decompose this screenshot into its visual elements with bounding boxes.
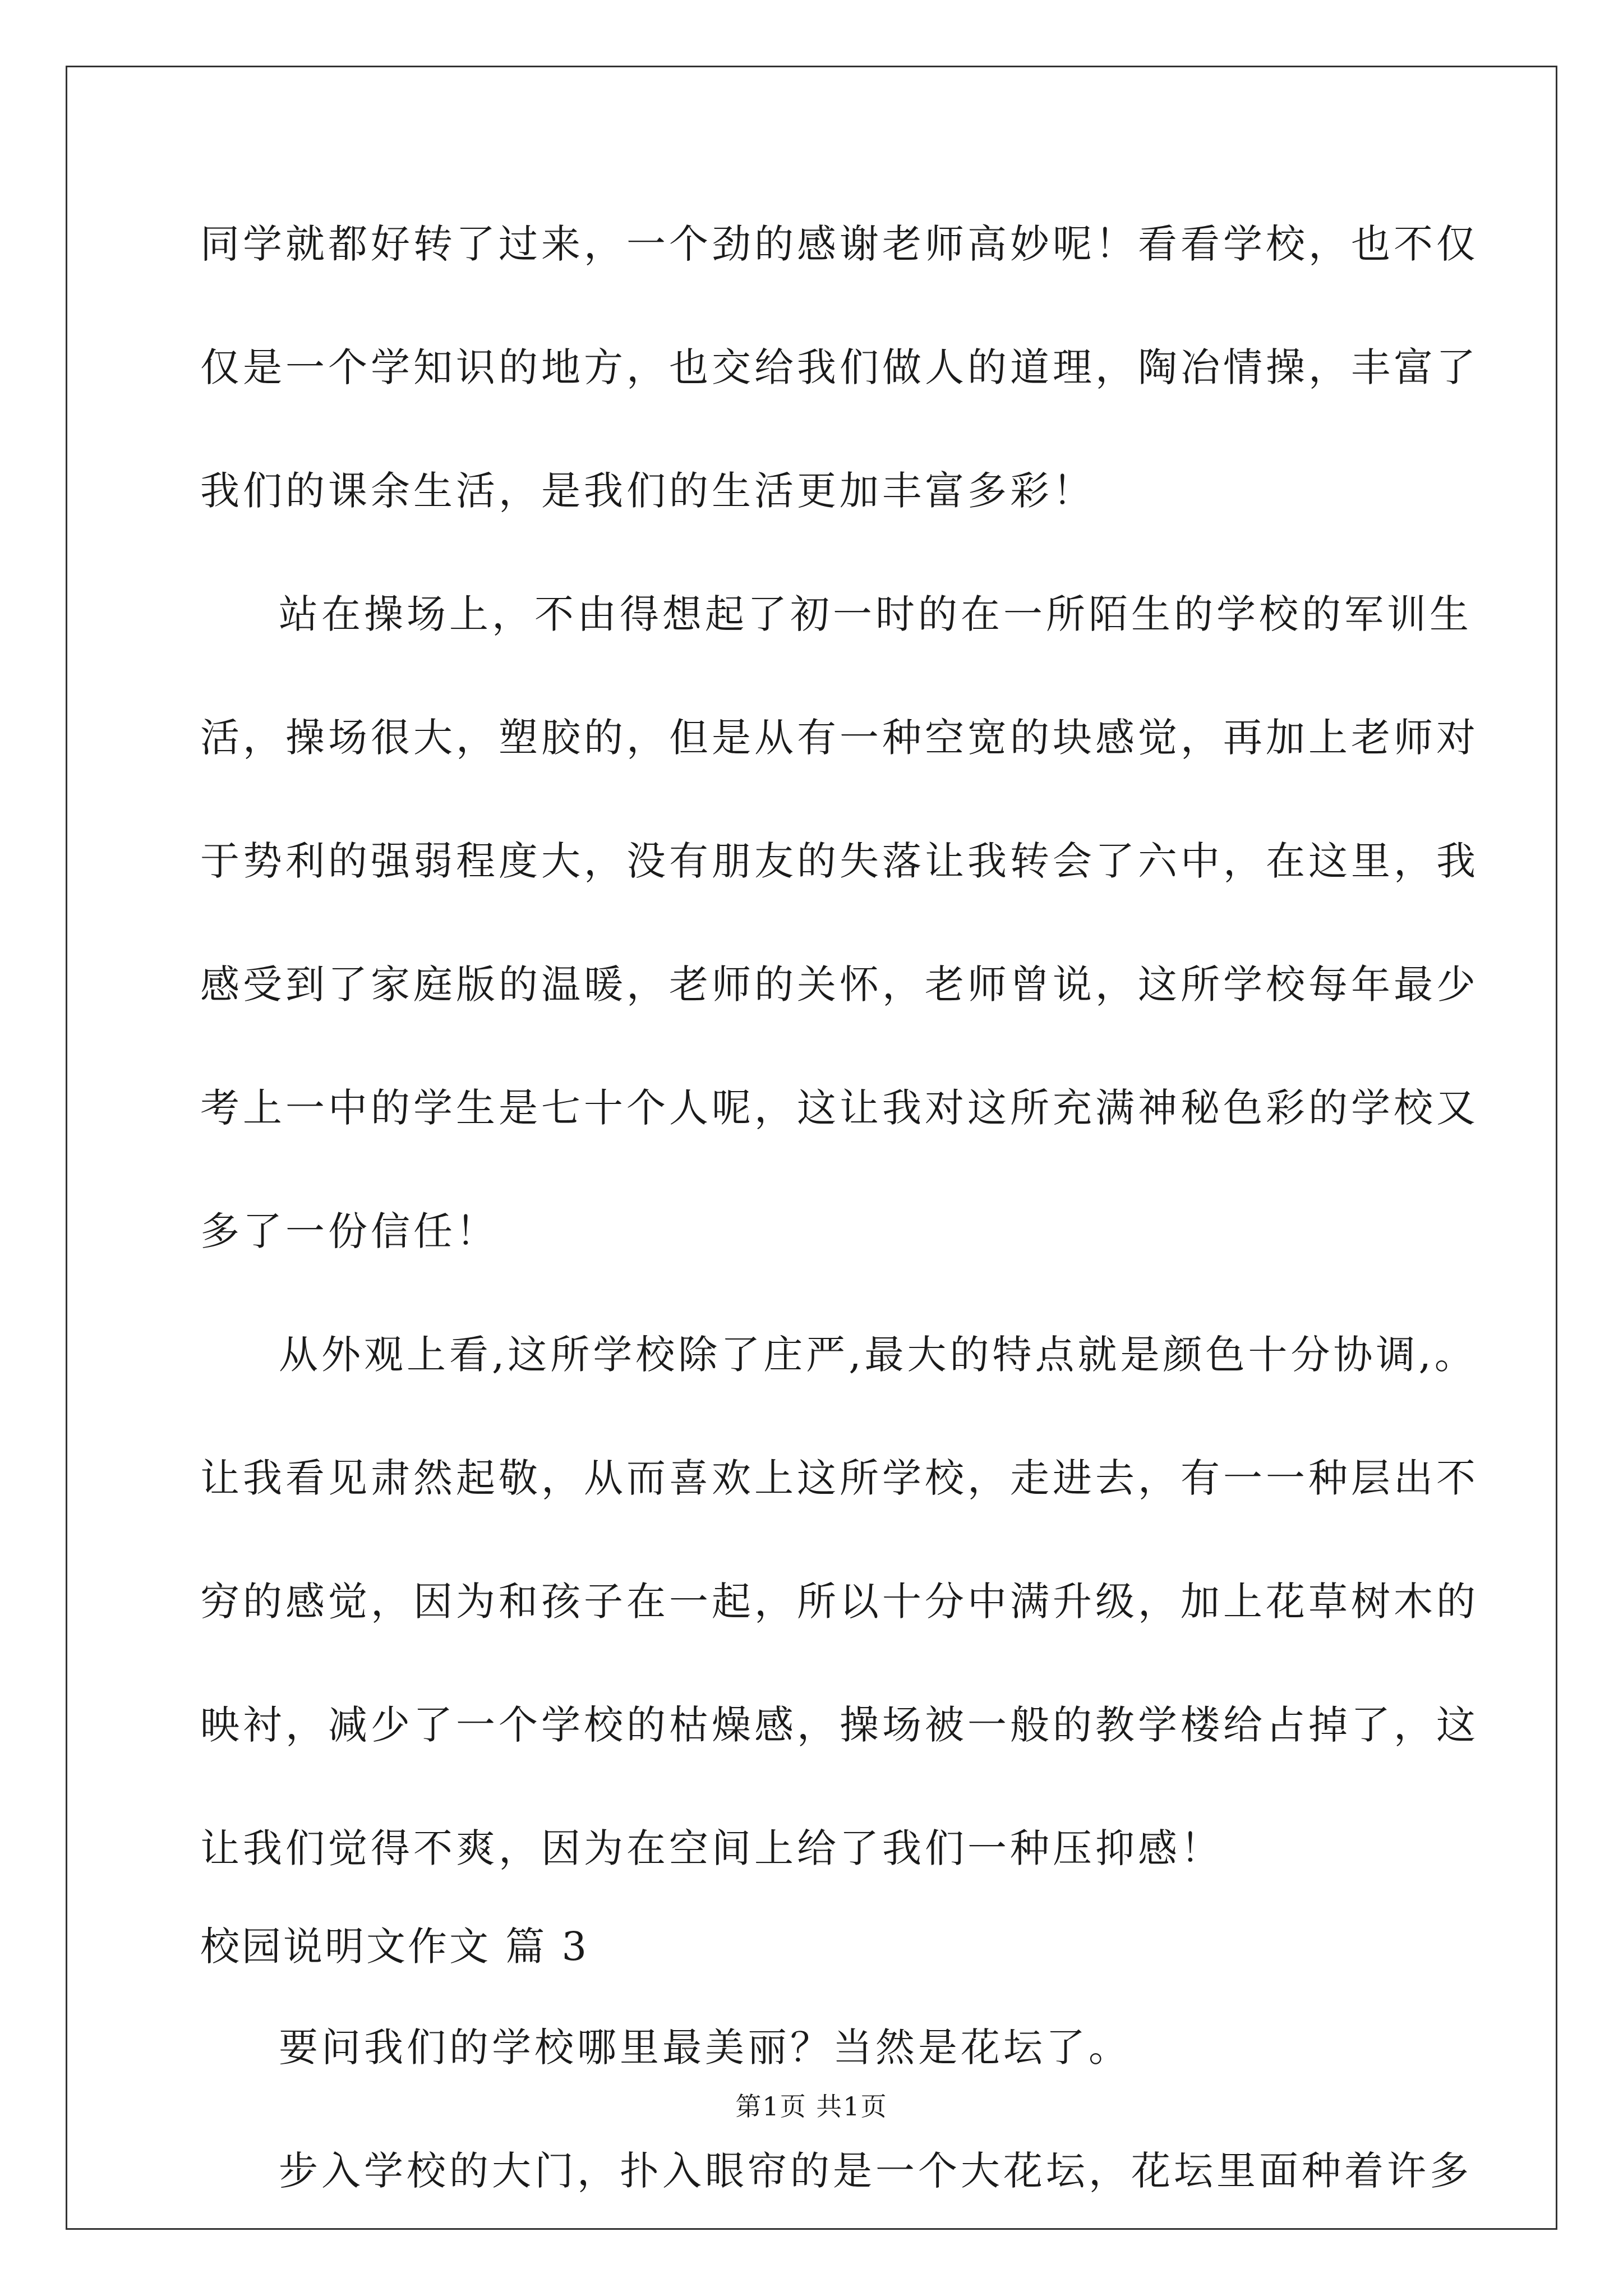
- paragraph-line: 映衬，减少了一个学校的枯燥感，操场被一般的教学楼给占掉了，这: [200, 1702, 1479, 1748]
- paragraph-line: 让我们觉得不爽，因为在空间上给了我们一种压抑感！: [200, 1825, 1223, 1871]
- paragraph-line: 同学就都好转了过来，一个劲的感谢老师高妙呢！看看学校，也不仅: [200, 221, 1479, 267]
- section-heading: 校园说明文作文 篇 3: [200, 1924, 589, 1970]
- page-footer: 第1页 共1页: [735, 2091, 888, 2122]
- paragraph-line: 考上一中的学生是七十个人呢，这让我对这所充满神秘色彩的学校又: [200, 1085, 1479, 1131]
- paragraph-line: 站在操场上，不由得想起了初一时的在一所陌生的学校的军训生: [279, 591, 1472, 637]
- paragraph-line: 多了一份信任！: [200, 1208, 499, 1254]
- paragraph-line: 于势利的强弱程度大，没有朋友的失落让我转会了六中，在这里，我: [200, 838, 1479, 884]
- paragraph-line: 穷的感觉，因为和孩子在一起，所以十分中满升级，加上花草树木的: [200, 1579, 1479, 1625]
- paragraph-line: 感受到了家庭版的温暖，老师的关怀，老师曾说，这所学校每年最少: [200, 961, 1479, 1007]
- paragraph-line: 活，操场很大，塑胶的，但是从有一种空宽的块感觉，再加上老师对: [200, 715, 1479, 761]
- paragraph-line: 要问我们的学校哪里最美丽？当然是花坛了。: [279, 2024, 1131, 2070]
- paragraph-line: 步入学校的大门，扑入眼帘的是一个大花坛，花坛里面种着许多: [279, 2148, 1472, 2194]
- paragraph-line: 让我看见肃然起敬，从而喜欢上这所学校，走进去，有一一种层出不: [200, 1455, 1479, 1501]
- paragraph-line: 从外观上看,这所学校除了庄严,最大的特点就是颜色十分协调,。: [279, 1332, 1477, 1378]
- paragraph-line: 我们的课余生活，是我们的生活更加丰富多彩！: [200, 468, 1095, 514]
- paragraph-line: 仅是一个学知识的地方，也交给我们做人的道理，陶冶情操，丰富了: [200, 344, 1479, 390]
